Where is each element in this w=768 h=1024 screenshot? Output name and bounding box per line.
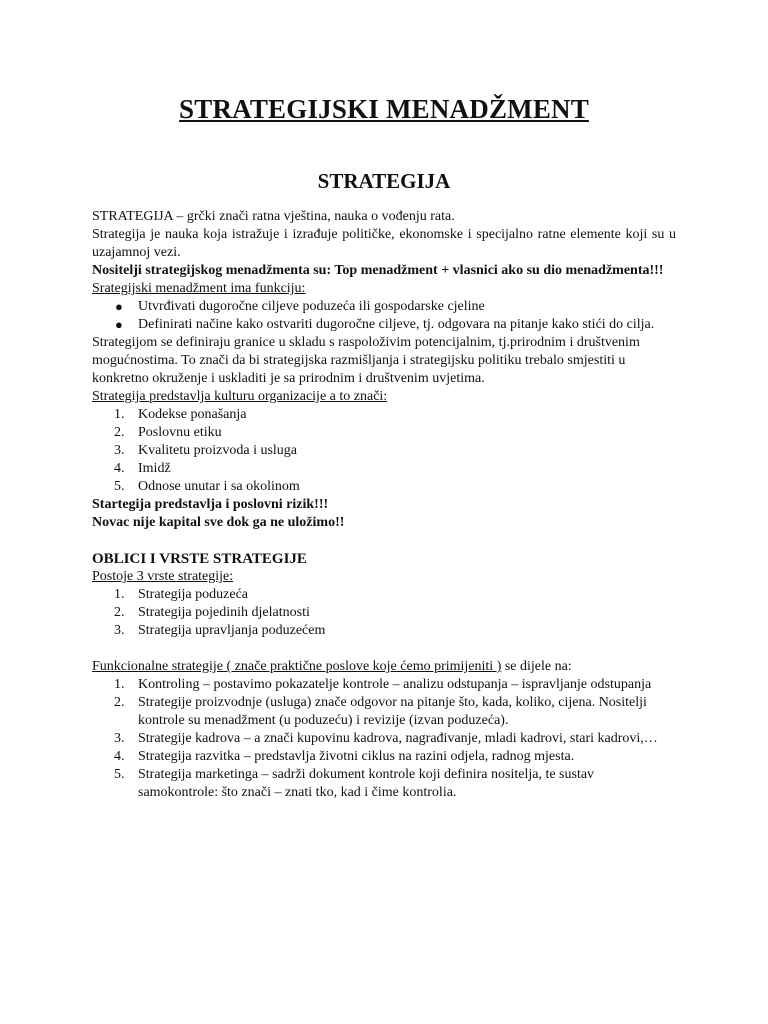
forms-title: OBLICI I VRSTE STRATEGIJE — [92, 551, 307, 567]
list-item: 3. Strategije kadrova – a znači kupovinu kadrova, nagrađivanje, mladi kadrovi, stari kadrovi,… — [114, 731, 658, 746]
bold-line-risk: Startegija predstavlja i poslovni rizik!!! — [92, 497, 329, 512]
culture-list — [92, 406, 676, 496]
bullet-icon: ● — [115, 299, 123, 314]
list-item: 1. Kodekse ponašanja — [114, 407, 247, 422]
list-item: 2. Strategije proizvodnje (usluga) znače odgovor na pitanje što, kada, koliko, cijena. Nositelji kontrole su menadžment (u poduzeću) i revizije (izvan poduzeća). — [114, 695, 647, 728]
list-item: 1. Strategija poduzeća — [114, 587, 249, 602]
list-item: 5. Strategija marketinga – sadrži dokument kontrole koji definira nositelja, te sustav samokontrole: što znači – znati tko, kad i čime kontrolia. — [114, 767, 595, 800]
list-item: 4. Imidž — [114, 461, 171, 476]
bullet-icon: ● — [115, 317, 123, 332]
functions-heading: Srategijski menadžment ima funkciju: — [92, 281, 306, 296]
list-item: 5. Odnose unutar i sa okolinom — [114, 479, 300, 494]
intro-line-2: Strategija je nauka koja istražuje i izrađuje političke, ekonomske i specijalno ratne elemente koji su u uzajamnoj vezi. — [92, 227, 676, 260]
bold-line-capital: Novac nije kapital sve dok ga ne uložimo!! — [92, 515, 345, 530]
list-item: 2. Strategija pojedinih djelatnosti — [114, 605, 310, 620]
list-item: ● Utvrđivati dugoročne ciljeve poduzeća ili gospodarske cjeline — [115, 299, 485, 314]
functional-list — [92, 676, 676, 802]
types-heading: Postoje 3 vrste strategije: — [92, 569, 234, 584]
functions-list — [92, 298, 676, 334]
intro-line-1: STRATEGIJA – grčki znači ratna vještina, nauka o vođenju rata. — [92, 209, 455, 224]
list-item: ● Definirati načine kako ostvariti dugoročne ciljeve, tj. odgovara na pitanje kako stići do cilja. — [115, 317, 655, 332]
types-list — [92, 586, 676, 640]
strategy-paragraph: Strategijom se definiraju granice u skladu s raspoloživim potencijalnim, tj.prirodnim i društvenim mogućnostima. To znači da bi strategijska razmišljanja i strategijsku politiku trebalo smjestiti u konkretno okruženje i uskladiti je sa prirodnim i društvenim uvjetima. — [92, 335, 640, 386]
list-item: 2. Poslovnu etiku — [114, 425, 222, 440]
functional-heading: Funkcionalne strategije ( znače praktične poslove koje ćemo primijeniti ) se dijele na: — [92, 659, 572, 674]
document-title: STRATEGIJSKI MENADŽMENT — [179, 94, 589, 124]
bold-note: Nositelji strategijskog menadžmenta su: Top menadžment + vlasnici ako su dio menadžmenta!!! — [92, 263, 664, 278]
list-item: 1. Kontroling – postavimo pokazatelje kontrole – analizu odstupanja – ispravljanje odstupanja — [114, 677, 652, 692]
section-title: STRATEGIJA — [317, 169, 451, 193]
list-item: 3. Kvalitetu proizvoda i usluga — [114, 443, 298, 458]
culture-heading: Strategija predstavlja kulturu organizacije a to znači: — [92, 389, 388, 404]
list-item: 3. Strategija upravljanja poduzećem — [114, 623, 326, 638]
list-item: 4. Strategija razvitka – predstavlja životni ciklus na razini odjela, radnog mjesta. — [114, 749, 575, 764]
